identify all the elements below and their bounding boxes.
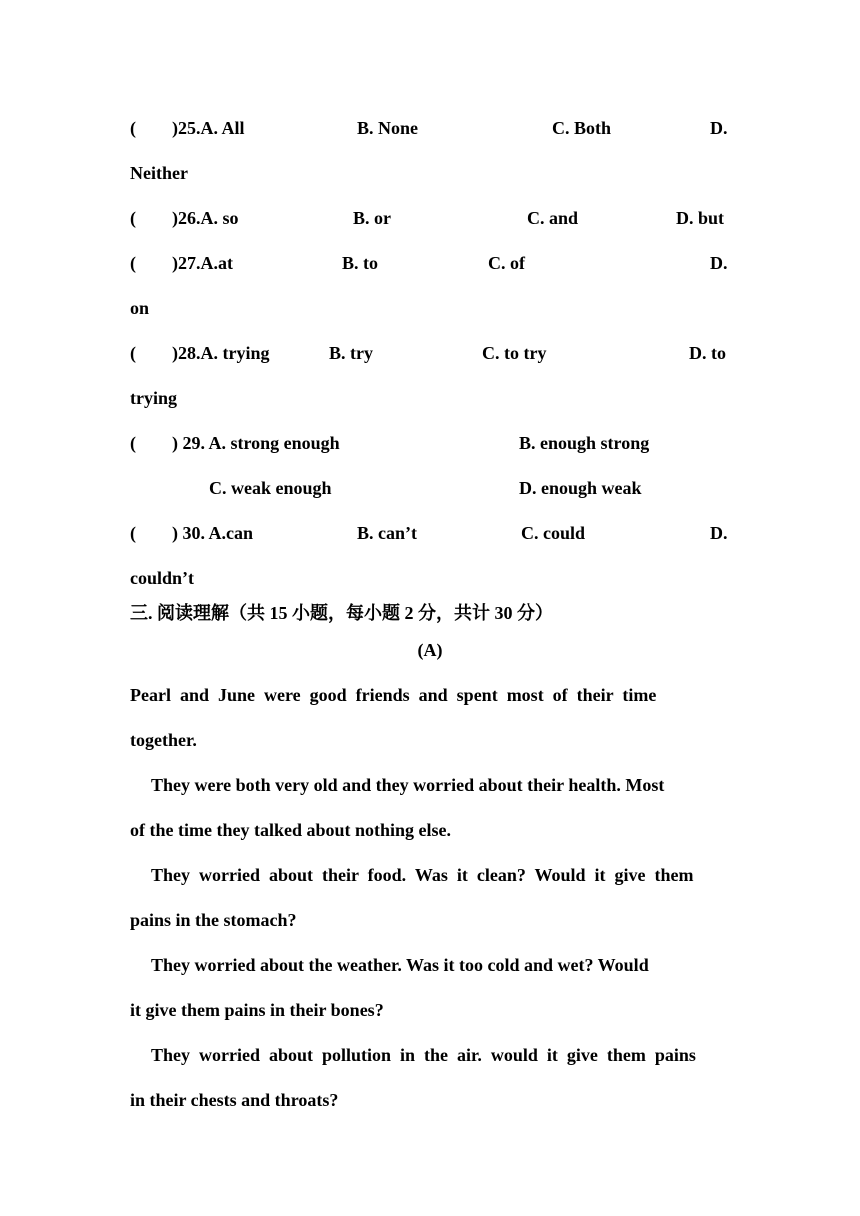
q28-option-d-continued: trying <box>130 388 177 408</box>
q28-option-c: C. to try <box>482 343 547 363</box>
q27-option-c: C. of <box>488 253 525 273</box>
q28-option-b: B. try <box>329 343 373 363</box>
q29-option-d: D. enough weak <box>519 478 642 498</box>
q26-option-c: C. and <box>527 208 579 228</box>
q28-option-d: D. to <box>689 343 726 363</box>
q27-option-d: D. <box>710 253 728 273</box>
q25-option-b: B. None <box>357 118 419 138</box>
passage-line: together. <box>130 730 197 750</box>
q25-option-d-continued: Neither <box>130 163 188 183</box>
q28-number-option-a: ( )28.A. trying <box>130 343 270 363</box>
q25-number-option-a: ( )25.A. All <box>130 118 245 138</box>
passage-line: it give them pains in their bones? <box>130 1000 384 1020</box>
q29-number-option-a: ( ) 29. A. strong enough <box>130 433 340 453</box>
q26-number-option-a: ( )26.A. so <box>130 208 239 228</box>
q26-option-d: D. but <box>676 208 725 228</box>
passage-line: They worried about their food. Was it clean? Would it give them <box>151 865 694 885</box>
passage-line: in their chests and throats? <box>130 1090 339 1110</box>
passage-line: pains in the stomach? <box>130 910 297 930</box>
q29-option-c: C. weak enough <box>209 478 332 498</box>
section-heading: 三. 阅读理解（共 15 小题，每小题 2 分，共计 30 分） <box>130 603 553 623</box>
q30-option-d: D. <box>710 523 728 543</box>
q30-number-option-a: ( ) 30. A.can <box>130 523 253 543</box>
passage-line: They were both very old and they worried about their health. Most <box>151 775 665 795</box>
q27-number-option-a: ( )27.A.at <box>130 253 233 273</box>
passage-line: They worried about pollution in the air. would it give them pains <box>151 1045 696 1065</box>
passage-line: of the time they talked about nothing else. <box>130 820 451 840</box>
q30-option-b: B. can’t <box>357 523 417 543</box>
q27-option-b: B. to <box>342 253 378 273</box>
q30-option-c: C. could <box>521 523 586 543</box>
q25-option-d: D. <box>710 118 728 138</box>
passage-line: Pearl and June were good friends and spent most of their time <box>130 685 657 705</box>
q26-option-b: B. or <box>353 208 391 228</box>
passage-line: They worried about the weather. Was it too cold and wet? Would <box>151 955 649 975</box>
q30-option-d-continued: couldn’t <box>130 568 195 588</box>
q25-option-c: C. Both <box>552 118 612 138</box>
passage-label: (A) <box>417 640 443 660</box>
q27-option-d-continued: on <box>130 298 150 318</box>
q29-option-b: B. enough strong <box>519 433 650 453</box>
